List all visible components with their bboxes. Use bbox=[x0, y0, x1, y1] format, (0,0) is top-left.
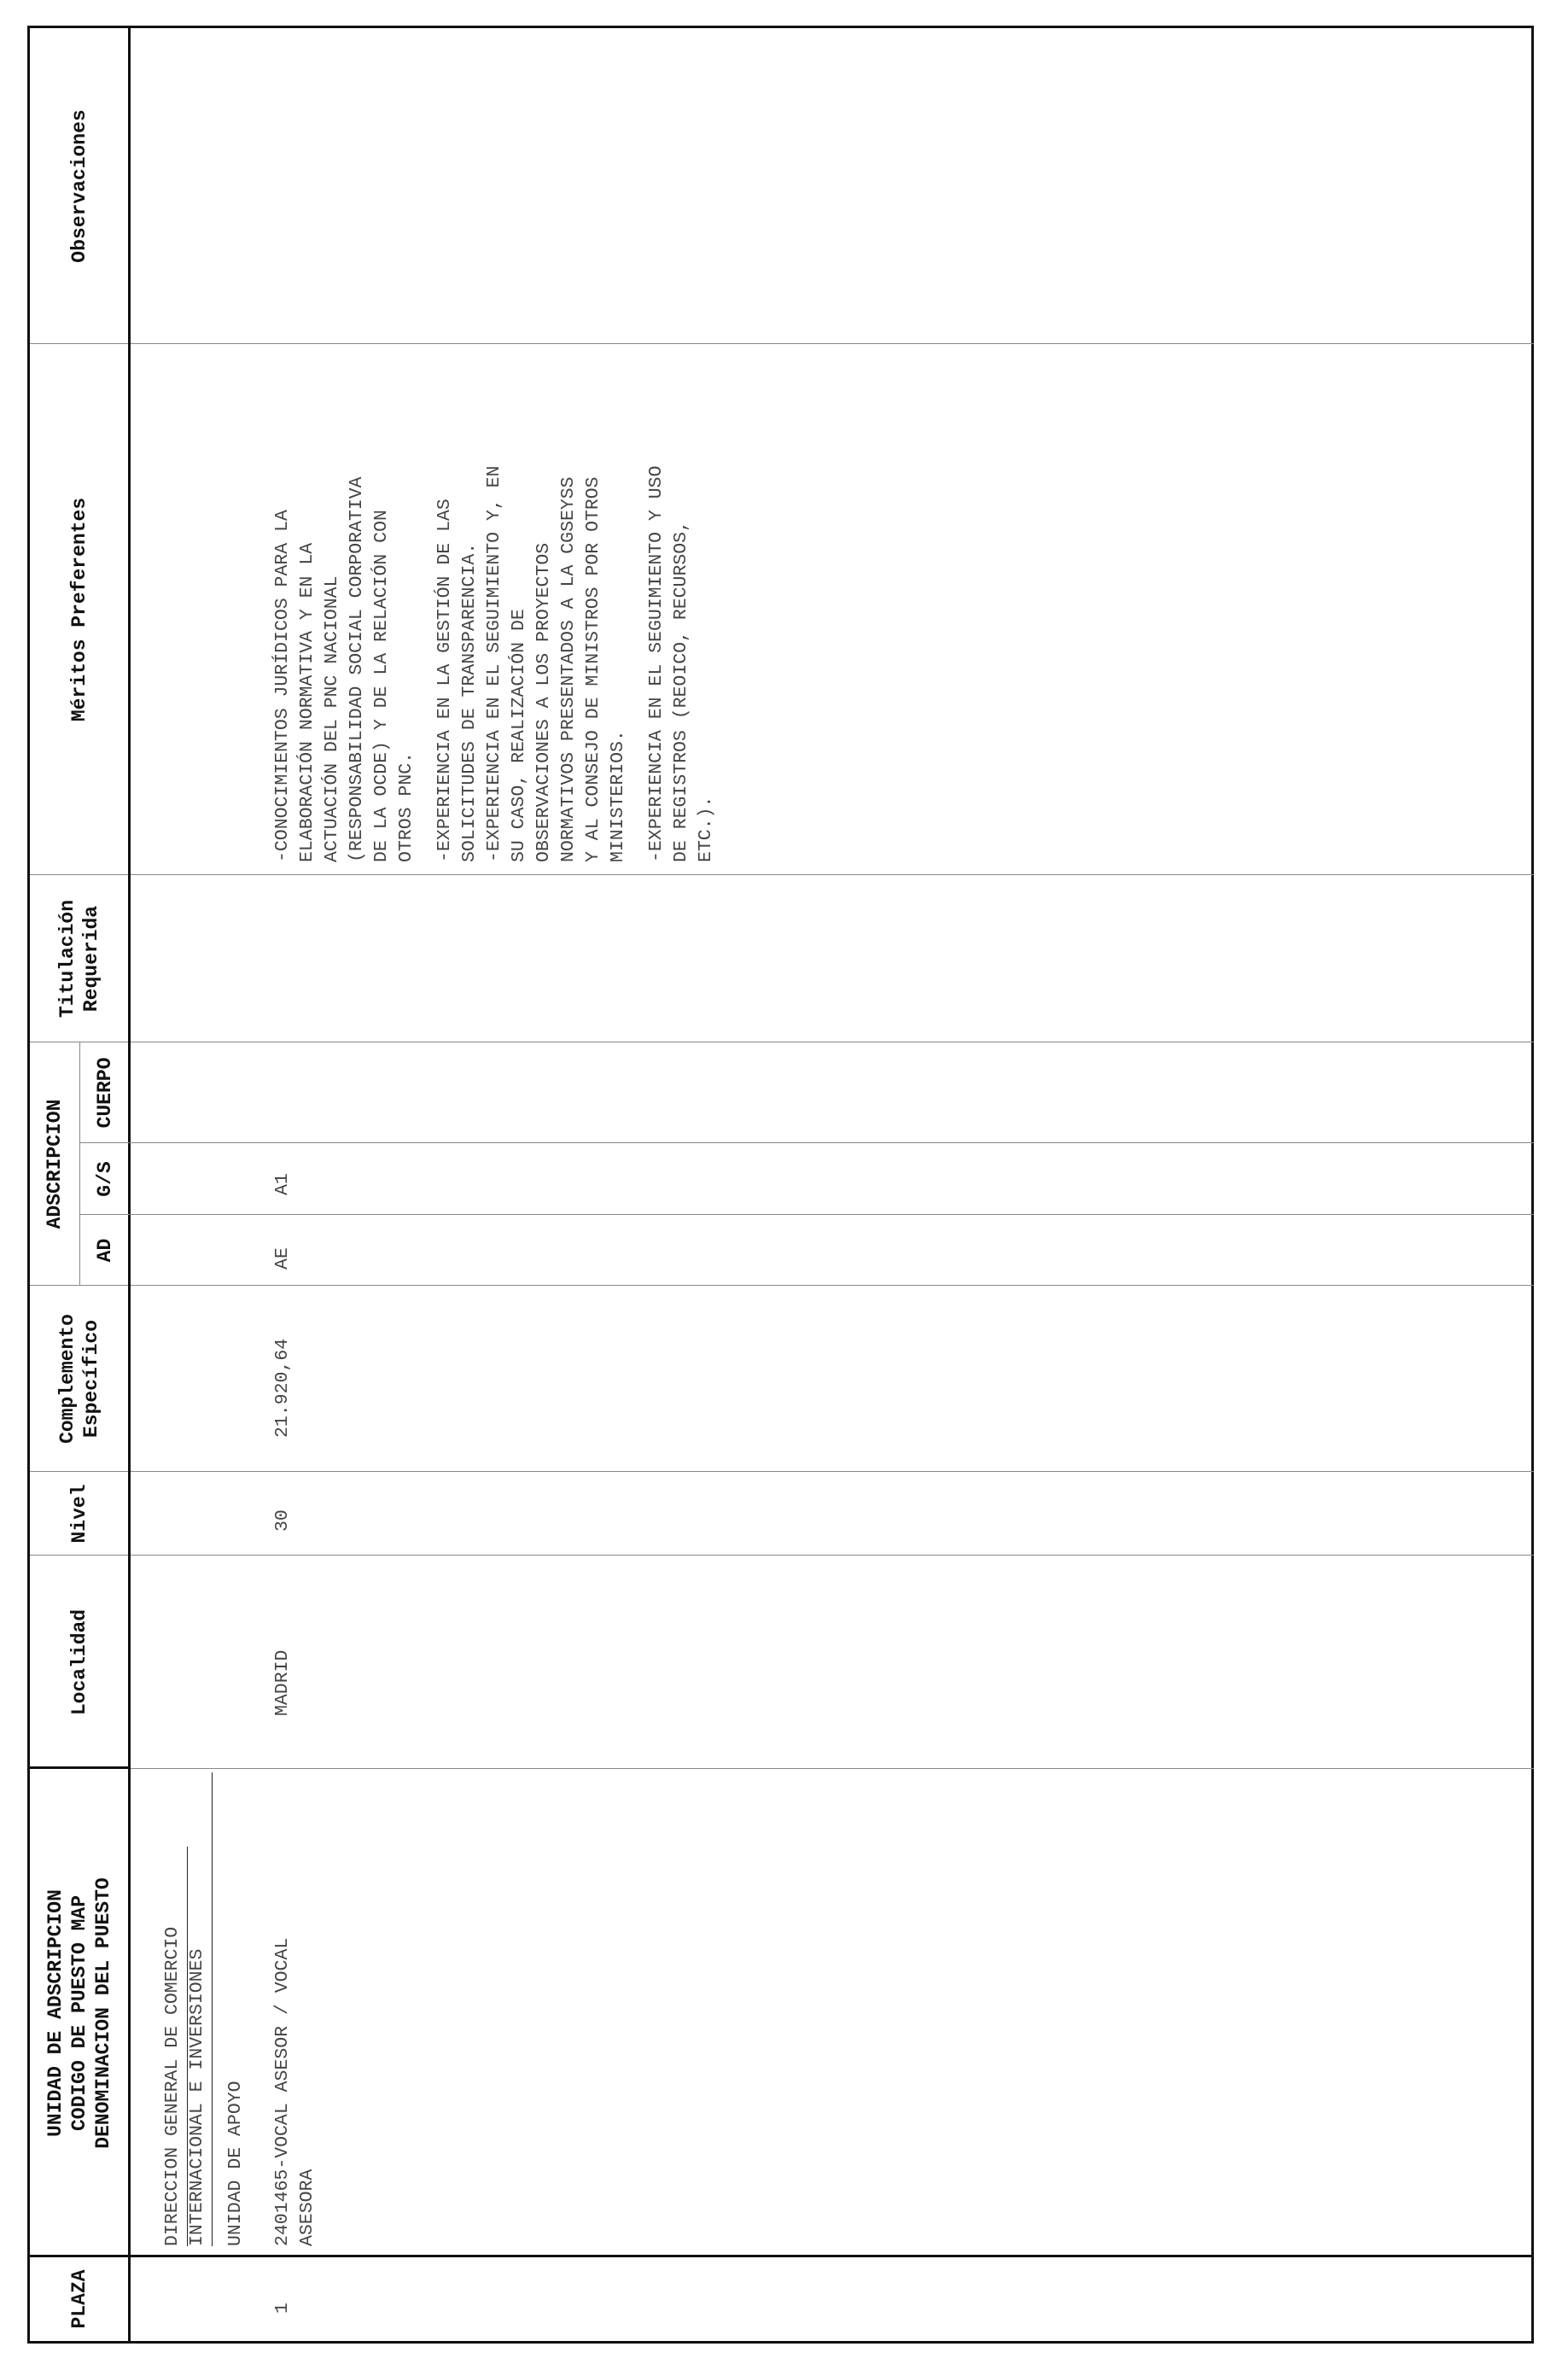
underline bbox=[212, 1772, 213, 2246]
unit-name: UNIDAD DE APOYO bbox=[225, 2081, 246, 2246]
header-nivel: Nivel bbox=[67, 1484, 90, 1544]
cell-meritos-1: -CONOCIMIENTOS JURÍDICOS PARA LA ELABORACIÓN NORMATIVA Y EN LA ACTUACIÓN DEL PNC NACIONAL (RESPONSABILIDAD SOCIAL CORPORATIVA DE LA OCDE) Y DE LA RELACIÓN CON OTROS PNC. bbox=[272, 476, 417, 862]
column-divider bbox=[131, 343, 1534, 344]
unit-direccion-line1: DIRECCION GENERAL DE COMERCIO bbox=[162, 1926, 183, 2246]
cell-meritos-3: -EXPERIENCIA EN EL SEGUIMIENTO Y USO DE REGISTROS (REOICO, RECURSOS, ETC.). bbox=[646, 465, 716, 862]
column-divider bbox=[131, 1471, 1534, 1472]
cell-meritos-2: -EXPERIENCIA EN LA GESTIÓN DE LAS SOLICITUDES DE TRANSPARENCIA. -EXPERIENCIA EN EL SEGUIMIENTO Y, EN SU CASO, REALIZACIÓN DE OBSERVACIONES A LOS PROYECTOS NORMATIVOS PRESENTADOS A LA CGSEYSS Y AL CONSEJO DE MINISTROS POR OTROS MINISTERIOS. bbox=[434, 465, 628, 862]
header-adscripcion: ADSCRIPCION bbox=[44, 1099, 66, 1229]
rpt-table bbox=[27, 26, 1534, 2344]
header-ad: AD bbox=[94, 1238, 116, 1263]
column-divider bbox=[131, 1285, 1534, 1286]
cell-localidad: MADRID bbox=[272, 1649, 293, 1716]
column-divider bbox=[131, 1555, 1534, 1556]
column-divider bbox=[131, 1142, 1534, 1143]
header-plaza: PLAZA bbox=[67, 2269, 90, 2329]
table-header bbox=[30, 28, 131, 2341]
cell-gs: A1 bbox=[272, 1173, 293, 1195]
header-titulacion: Titulación Requerida bbox=[55, 899, 102, 1019]
header-meritos: Méritos Preferentes bbox=[67, 497, 90, 722]
cell-puesto: 2401465-VOCAL ASESOR / VOCAL ASESORA bbox=[272, 1937, 318, 2246]
header-complemento: Complemento Específico bbox=[55, 1314, 102, 1444]
cell-complemento: 21.920,64 bbox=[272, 1338, 293, 1438]
table-body bbox=[131, 28, 1534, 2341]
header-gs: G/S bbox=[94, 1161, 116, 1197]
unit-direccion-line2: INTERNACIONAL E INVERSIONES bbox=[187, 1948, 207, 2246]
cell-nivel: 30 bbox=[272, 1509, 293, 1532]
column-divider bbox=[131, 1768, 1534, 1769]
column-divider bbox=[131, 874, 1534, 875]
column-divider bbox=[131, 1214, 1534, 1215]
header-unidad: UNIDAD DE ADSCRIPCION CODIGO DE PUESTO MAP DENOMINACION DEL PUESTO bbox=[44, 1877, 114, 2149]
header-cuerpo: CUERPO bbox=[94, 1057, 116, 1129]
cell-ad: AE bbox=[272, 1247, 293, 1270]
cell-plaza: 1 bbox=[272, 2303, 293, 2314]
header-localidad: Localidad bbox=[67, 1608, 90, 1716]
header-observaciones: Observaciones bbox=[67, 109, 90, 263]
column-divider bbox=[131, 2255, 1534, 2257]
